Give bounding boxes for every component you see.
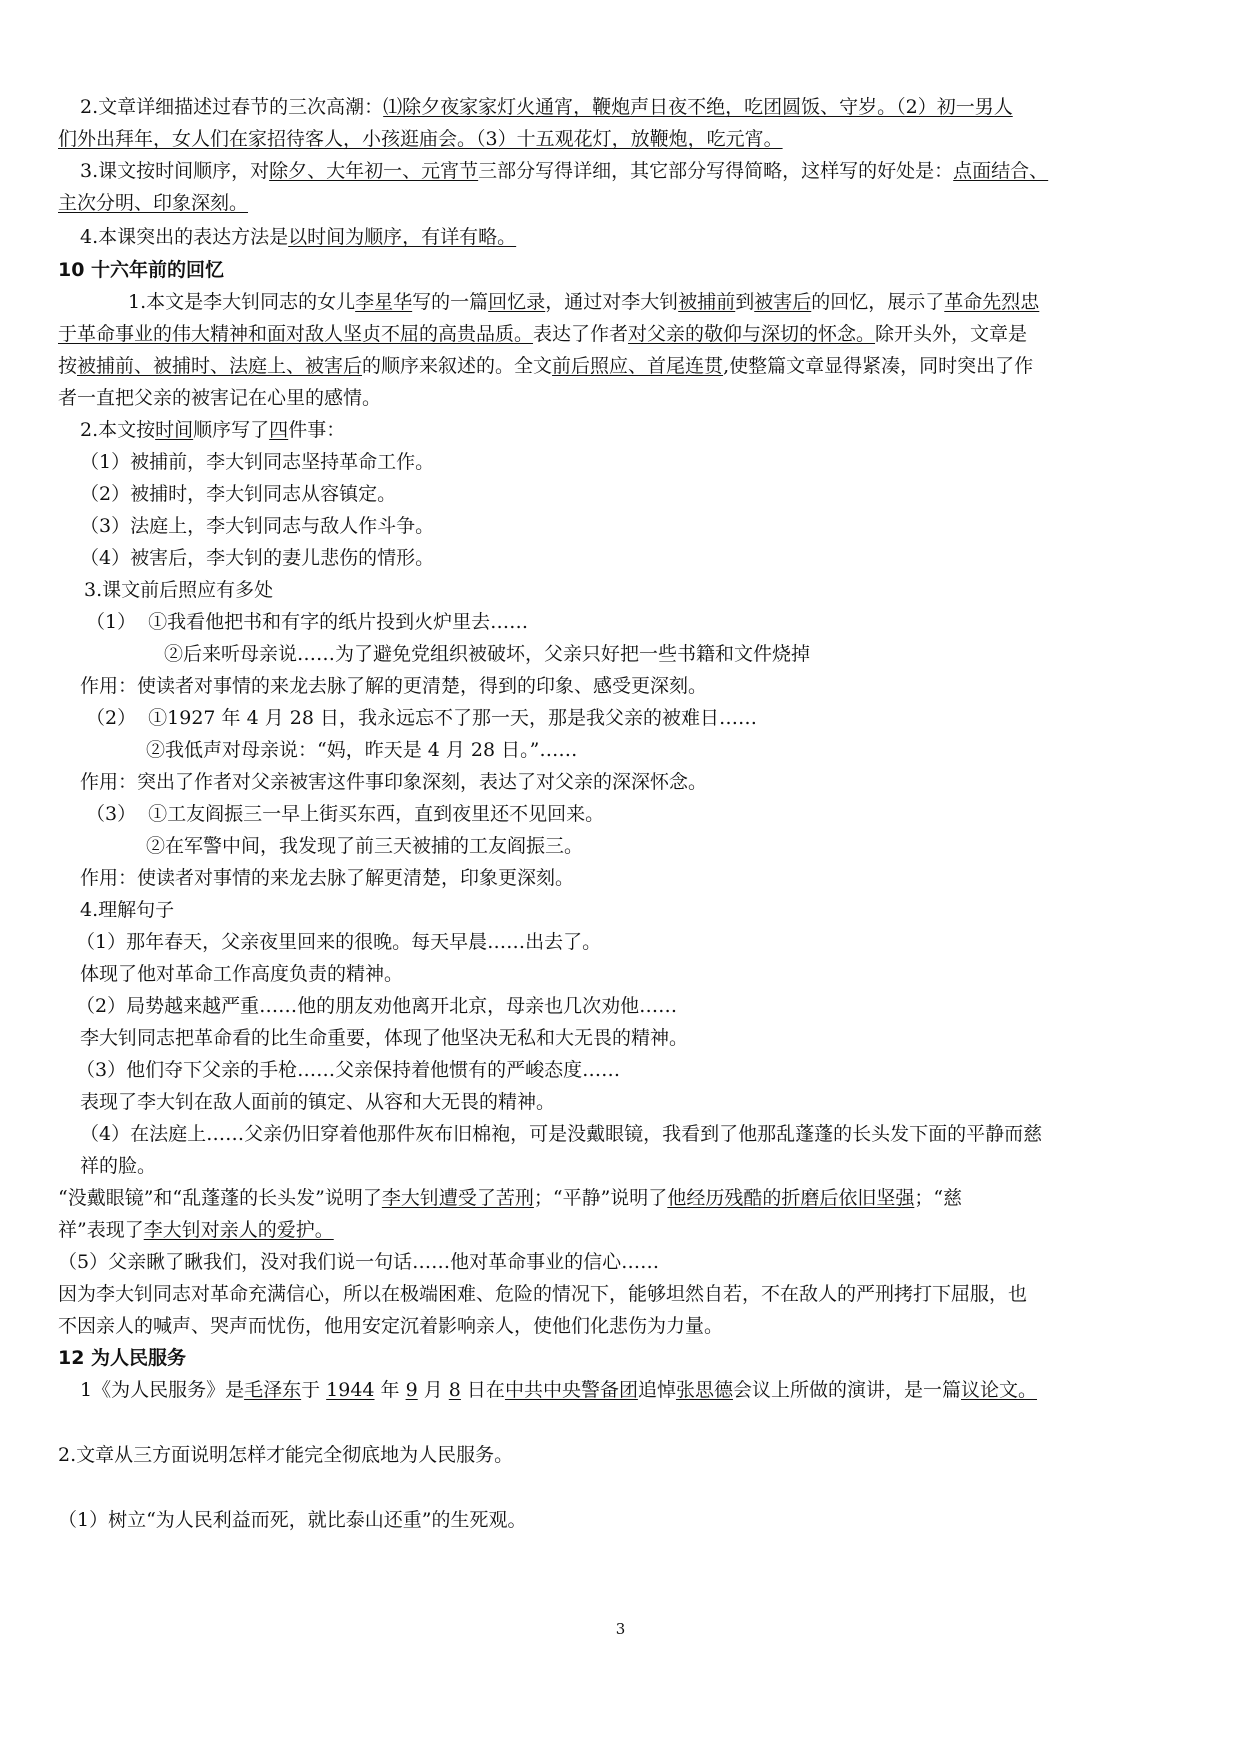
text-line: [58, 1185, 962, 1211]
underlined-answer: 毛泽东: [244, 1379, 302, 1401]
text-segment: ；“平静”说明了: [533, 1187, 668, 1209]
text-line: [80, 865, 574, 891]
text-segment: 2.文章详细描述过春节的三次高潮：: [80, 96, 384, 118]
text-line: [86, 801, 604, 827]
page-number: 3: [615, 1620, 626, 1638]
underlined-answer: 他经历残酷的折磨后依旧坚强: [667, 1187, 915, 1209]
underlined-answer: 革命先烈忠: [944, 291, 1040, 313]
text-line: [146, 833, 583, 859]
text-segment: 体现了他对革命工作高度负责的精神。: [80, 963, 404, 985]
text-line: [58, 190, 248, 216]
text-line: [86, 705, 757, 731]
underlined-answer: 1944: [326, 1379, 375, 1401]
underlined-answer: 中共中央警备团: [504, 1379, 638, 1401]
text-segment: （4）被害后，李大钊的妻儿悲伤的情形。: [80, 547, 435, 569]
text-line: [80, 545, 434, 571]
text-segment: 1.本文是李大钊同志的女儿: [128, 291, 356, 313]
text-segment: 10 十六年前的回忆: [58, 259, 225, 281]
text-segment: 的顺序来叙述的。全文: [362, 355, 553, 377]
underlined-answer: 李星华: [355, 291, 413, 313]
text-line: [58, 385, 381, 411]
underlined-answer: 回忆录: [488, 291, 546, 313]
underlined-answer: 以时间为顺序，有详有略。: [288, 226, 517, 248]
text-segment: 按: [58, 355, 78, 377]
text-segment: 日在: [460, 1379, 505, 1401]
text-line: [58, 1507, 527, 1533]
underlined-answer: 被捕前、被捕时、法庭上、被害后: [77, 355, 363, 377]
text-line: [58, 126, 783, 152]
text-segment: 4.理解句子: [80, 899, 175, 921]
text-segment: （3） ①工友阎振三一早上街买东西，直到夜里还不见回来。: [86, 803, 605, 825]
text-line: [80, 417, 345, 443]
underlined-answer: 张思德: [675, 1379, 733, 1401]
text-line: [164, 641, 810, 667]
text-segment: 顺序写了: [193, 419, 270, 441]
text-line: [80, 481, 396, 507]
text-line: [58, 1313, 723, 1339]
text-segment: 不因亲人的喊声、哭声而忧伤，他用安定沉着影响亲人，使他们化悲伤为力量。: [58, 1315, 724, 1337]
text-segment: 表达了作者: [533, 323, 629, 345]
text-line: [80, 897, 174, 923]
text-segment: 者一直把父亲的被害记在心里的感情。: [58, 387, 382, 409]
text-line: [58, 321, 1027, 347]
text-segment: （1）那年春天，父亲夜里回来的很晚。每天早晨……出去了。: [76, 931, 602, 953]
text-segment: 祥”表现了: [58, 1219, 144, 1241]
text-line: [80, 513, 434, 539]
text-line: [58, 1442, 513, 1468]
text-line: [58, 1249, 659, 1275]
text-segment: 12 为人民服务: [58, 1347, 187, 1369]
underlined-answer: 被害后: [754, 291, 812, 313]
text-segment: 3.课文前后照应有多处: [84, 579, 274, 601]
text-segment: （1）被捕前，李大钊同志坚持革命工作。: [80, 451, 435, 473]
text-segment: （1） ①我看他把书和有字的纸片投到火炉里去……: [86, 611, 529, 633]
underlined-answer: 李大钊遭受了苦刑: [381, 1187, 534, 1209]
text-line: [80, 1377, 1037, 1403]
text-segment: 除开头外，文章是: [875, 323, 1028, 345]
text-segment: ②我低声对母亲说：“妈，昨天是 4 月 28 日。”……: [146, 739, 578, 761]
underlined-answer: 9: [405, 1379, 418, 1401]
text-line: [80, 1153, 156, 1179]
text-line: [80, 961, 403, 987]
text-segment: 的回忆，展示了: [811, 291, 945, 313]
text-line: [80, 1025, 688, 1051]
text-segment: 表现了李大钊在敌人面前的镇定、从容和大无畏的精神。: [80, 1091, 556, 1113]
text-line: [76, 929, 601, 955]
text-line: [80, 158, 1048, 184]
text-line: [146, 737, 577, 763]
text-segment: （3）法庭上，李大钊同志与敌人作斗争。: [80, 515, 435, 537]
text-line: [58, 1217, 334, 1243]
underlined-answer: 议论文。: [961, 1379, 1038, 1401]
text-segment: ；“慈: [914, 1187, 963, 1209]
text-segment: （5）父亲瞅了瞅我们，没对我们说一句话……他对革命事业的信心……: [58, 1251, 660, 1273]
text-line: [80, 1121, 1042, 1147]
text-segment: 月: [417, 1379, 449, 1401]
text-segment: 3.课文按时间顺序，对: [80, 160, 270, 182]
underlined-answer: 四: [269, 419, 289, 441]
text-line: [76, 993, 677, 1019]
text-segment: ②在军警中间，我发现了前三天被捕的工友阎振三。: [146, 835, 584, 857]
underlined-answer: 8: [448, 1379, 461, 1401]
text-segment: 会议上所做的演讲，是一篇: [732, 1379, 961, 1401]
text-segment: 写的一篇: [412, 291, 489, 313]
text-line: [80, 449, 434, 475]
text-segment: （2）被捕时，李大钊同志从容镇定。: [80, 483, 397, 505]
text-segment: 三部分写得详细，其它部分写得简略，这样写的好处是：: [478, 160, 954, 182]
text-segment: 件事：: [288, 419, 346, 441]
text-line: [84, 577, 273, 603]
text-segment: 作用：突出了作者对父亲被害这件事印象深刻，表达了对父亲的深深怀念。: [80, 771, 708, 793]
text-segment: 4.本课突出的表达方法是: [80, 226, 289, 248]
text-segment: ，通过对李大钊: [545, 291, 679, 313]
text-segment: 2.本文按: [80, 419, 156, 441]
text-line: [80, 94, 1013, 120]
text-line: [80, 224, 516, 250]
underlined-answer: 李大钊对亲人的爱护。: [143, 1219, 334, 1241]
text-segment: 2.文章从三方面说明怎样才能完全彻底地为人民服务。: [58, 1444, 514, 1466]
underlined-answer: 除夕、大年初一、元宵节: [269, 160, 479, 182]
text-segment: （2） ①1927 年 4 月 28 日，我永远忘不了那一天，那是我父亲的被难日……: [86, 707, 757, 729]
underlined-answer: 于革命事业的伟大精神和面对敌人坚贞不屈的高贵品质。: [58, 323, 534, 345]
section-heading: [58, 1345, 186, 1371]
text-segment: 祥的脸。: [80, 1155, 157, 1177]
text-line: [80, 673, 707, 699]
text-segment: 1《为人民服务》是: [80, 1379, 245, 1401]
underlined-answer: 被捕前: [678, 291, 736, 313]
underlined-answer: 点面结合、: [953, 160, 1049, 182]
text-segment: 作用：使读者对事情的来龙去脉了解的更清楚，得到的印象、感受更深刻。: [80, 675, 708, 697]
text-segment: 追悼: [637, 1379, 676, 1401]
section-heading: [58, 257, 224, 283]
text-segment: （2）局势越来越严重……他的朋友劝他离开北京，母亲也几次劝他……: [76, 995, 678, 1017]
text-segment: 到: [735, 291, 755, 313]
text-line: [76, 1057, 620, 1083]
underlined-answer: ⑴除夕夜家家灯火通宵，鞭炮声日夜不绝，吃团圆饭、守岁。（2）初一男人: [383, 96, 1013, 118]
text-segment: （1）树立“为人民利益而死，就比泰山还重”的生死观。: [58, 1509, 527, 1531]
underlined-answer: 主次分明、印象深刻。: [58, 192, 249, 214]
text-line: [128, 289, 1039, 315]
text-line: [86, 609, 528, 635]
text-segment: ②后来听母亲说……为了避免党组织被破坏，父亲只好把一些书籍和文件烧掉: [164, 643, 811, 665]
text-segment: 因为李大钊同志对革命充满信心，所以在极端困难、危险的情况下，能够坦然自若，不在敌人的严刑拷打下屈服，也: [58, 1283, 1028, 1305]
underlined-answer: 前后照应、首尾连贯: [552, 355, 724, 377]
underlined-answer: 们外出拜年，女人们在家招待客人，小孩逛庙会。（3）十五观花灯，放鞭炮，吃元宵。: [58, 128, 783, 150]
text-segment: ,使整篇文章显得紧凑，同时突出了作: [723, 355, 1034, 377]
text-segment: 作用：使读者对事情的来龙去脉了解更清楚，印象更深刻。: [80, 867, 575, 889]
text-line: [80, 769, 707, 795]
text-segment: “没戴眼镜”和“乱蓬蓬的长头发”说明了: [58, 1187, 382, 1209]
text-segment: （4）在法庭上……父亲仍旧穿着他那件灰布旧棉袍，可是没戴眼镜，我看到了他那乱蓬蓬的长头发下面的平静而慈: [80, 1123, 1043, 1145]
text-segment: 年: [374, 1379, 406, 1401]
text-segment: 李大钊同志把革命看的比生命重要，体现了他坚决无私和大无畏的精神。: [80, 1027, 689, 1049]
text-line: [80, 1089, 555, 1115]
text-segment: （3）他们夺下父亲的手枪……父亲保持着他惯有的严峻态度……: [76, 1059, 621, 1081]
text-segment: 于: [301, 1379, 327, 1401]
underlined-answer: 对父亲的敬仰与深切的怀念。: [628, 323, 876, 345]
text-line: [58, 1281, 1027, 1307]
text-line: [58, 353, 1033, 379]
underlined-answer: 时间: [155, 419, 194, 441]
